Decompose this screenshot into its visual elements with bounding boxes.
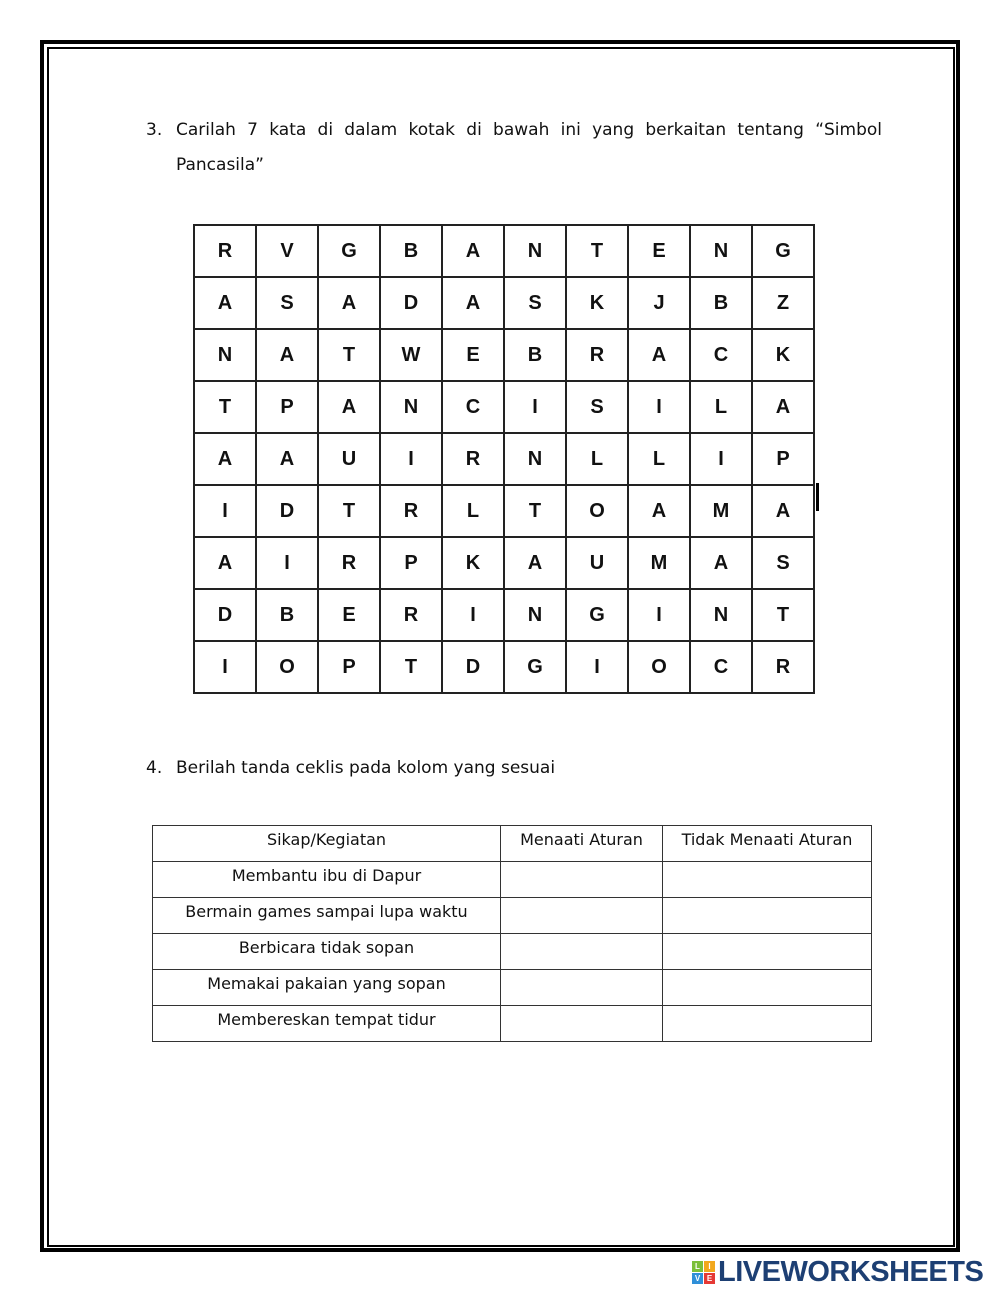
logo-letter: L: [692, 1261, 703, 1272]
grid-cell[interactable]: N: [504, 589, 566, 641]
grid-cell[interactable]: T: [752, 589, 814, 641]
grid-cell[interactable]: E: [442, 329, 504, 381]
grid-cell[interactable]: N: [194, 329, 256, 381]
logo-letter: I: [704, 1261, 715, 1272]
question-number: 4.: [146, 758, 163, 778]
grid-cell[interactable]: M: [690, 485, 752, 537]
grid-cell[interactable]: D: [194, 589, 256, 641]
grid-cell[interactable]: L: [628, 433, 690, 485]
liveworksheets-logo[interactable]: [692, 1256, 983, 1289]
table-header-row: [153, 826, 872, 862]
disobey-check-cell[interactable]: [663, 934, 872, 970]
grid-cell[interactable]: A: [628, 329, 690, 381]
grid-cell[interactable]: I: [628, 381, 690, 433]
logo-icon: [692, 1261, 715, 1284]
grid-cell[interactable]: I: [380, 433, 442, 485]
logo-letter: E: [704, 1273, 715, 1284]
disobey-check-cell[interactable]: [663, 970, 872, 1006]
table-row: [153, 1006, 872, 1042]
grid-cell[interactable]: A: [442, 225, 504, 277]
grid-cell[interactable]: I: [628, 589, 690, 641]
grid-cell[interactable]: O: [256, 641, 318, 693]
grid-cell[interactable]: R: [380, 589, 442, 641]
grid-cell[interactable]: C: [690, 329, 752, 381]
grid-cell[interactable]: A: [256, 329, 318, 381]
activity-label: Membantu ibu di Dapur: [153, 862, 501, 898]
grid-row: [194, 277, 814, 329]
grid-cell[interactable]: O: [566, 485, 628, 537]
question-text-line1: Carilah 7 kata di dalam kotak di bawah ini yang berkaitan tentang “Simbol: [176, 120, 882, 140]
logo-text: LIVEWORKSHEETS: [718, 1256, 984, 1288]
grid-cell[interactable]: I: [442, 589, 504, 641]
grid-cell[interactable]: T: [318, 329, 380, 381]
grid-cell[interactable]: U: [318, 433, 380, 485]
grid-cell[interactable]: T: [566, 225, 628, 277]
grid-cell[interactable]: B: [690, 277, 752, 329]
grid-cell[interactable]: I: [690, 433, 752, 485]
grid-cell[interactable]: D: [380, 277, 442, 329]
text-cursor: [816, 483, 819, 511]
grid-cell[interactable]: A: [318, 381, 380, 433]
grid-cell[interactable]: J: [628, 277, 690, 329]
question-text: Berilah tanda ceklis pada kolom yang sesuai: [176, 758, 556, 778]
grid-cell[interactable]: K: [566, 277, 628, 329]
grid-cell[interactable]: I: [566, 641, 628, 693]
grid-cell[interactable]: A: [752, 485, 814, 537]
header-activity: Sikap/Kegiatan: [153, 826, 501, 862]
grid-cell[interactable]: R: [380, 485, 442, 537]
grid-cell[interactable]: N: [504, 225, 566, 277]
grid-cell[interactable]: A: [504, 537, 566, 589]
grid-cell[interactable]: I: [194, 641, 256, 693]
grid-cell[interactable]: D: [442, 641, 504, 693]
disobey-check-cell[interactable]: [663, 898, 872, 934]
activity-label: Bermain games sampai lupa waktu: [153, 898, 501, 934]
grid-cell[interactable]: A: [752, 381, 814, 433]
obey-check-cell[interactable]: [501, 934, 663, 970]
header-obey: Menaati Aturan: [501, 826, 663, 862]
grid-cell[interactable]: P: [752, 433, 814, 485]
grid-cell[interactable]: I: [504, 381, 566, 433]
disobey-check-cell[interactable]: [663, 862, 872, 898]
grid-cell[interactable]: A: [194, 277, 256, 329]
grid-row: [194, 225, 814, 277]
grid-cell[interactable]: S: [752, 537, 814, 589]
obey-check-cell[interactable]: [501, 898, 663, 934]
grid-cell[interactable]: K: [442, 537, 504, 589]
obey-check-cell[interactable]: [501, 970, 663, 1006]
activity-label: Berbicara tidak sopan: [153, 934, 501, 970]
grid-cell[interactable]: A: [690, 537, 752, 589]
grid-cell[interactable]: S: [256, 277, 318, 329]
grid-cell[interactable]: P: [380, 537, 442, 589]
grid-cell[interactable]: A: [256, 433, 318, 485]
grid-cell[interactable]: N: [690, 589, 752, 641]
grid-cell[interactable]: G: [504, 641, 566, 693]
grid-cell[interactable]: R: [566, 329, 628, 381]
grid-cell[interactable]: C: [442, 381, 504, 433]
grid-cell[interactable]: I: [194, 485, 256, 537]
grid-cell[interactable]: R: [318, 537, 380, 589]
grid-cell[interactable]: L: [690, 381, 752, 433]
grid-row: [194, 589, 814, 641]
grid-cell[interactable]: C: [690, 641, 752, 693]
grid-cell[interactable]: R: [194, 225, 256, 277]
table-row: [153, 898, 872, 934]
grid-cell[interactable]: Z: [752, 277, 814, 329]
grid-cell[interactable]: G: [752, 225, 814, 277]
grid-cell[interactable]: B: [256, 589, 318, 641]
activity-label: Membereskan tempat tidur: [153, 1006, 501, 1042]
grid-cell[interactable]: A: [318, 277, 380, 329]
grid-cell[interactable]: T: [318, 485, 380, 537]
grid-cell[interactable]: L: [442, 485, 504, 537]
grid-cell[interactable]: R: [442, 433, 504, 485]
checklist-table: [152, 825, 872, 1042]
grid-cell[interactable]: A: [628, 485, 690, 537]
grid-cell[interactable]: P: [318, 641, 380, 693]
grid-cell[interactable]: U: [566, 537, 628, 589]
grid-cell[interactable]: N: [690, 225, 752, 277]
grid-cell[interactable]: G: [566, 589, 628, 641]
header-disobey: Tidak Menaati Aturan: [663, 826, 872, 862]
grid-cell[interactable]: W: [380, 329, 442, 381]
grid-row: [194, 641, 814, 693]
disobey-check-cell[interactable]: [663, 1006, 872, 1042]
obey-check-cell[interactable]: [501, 1006, 663, 1042]
grid-cell[interactable]: T: [504, 485, 566, 537]
obey-check-cell[interactable]: [501, 862, 663, 898]
table-row: [153, 934, 872, 970]
grid-cell[interactable]: A: [194, 537, 256, 589]
grid-cell[interactable]: E: [628, 225, 690, 277]
grid-row: [194, 381, 814, 433]
grid-cell[interactable]: B: [504, 329, 566, 381]
grid-cell[interactable]: I: [256, 537, 318, 589]
grid-cell[interactable]: S: [566, 381, 628, 433]
activity-label: Memakai pakaian yang sopan: [153, 970, 501, 1006]
grid-cell[interactable]: K: [752, 329, 814, 381]
grid-cell[interactable]: T: [380, 641, 442, 693]
grid-cell[interactable]: B: [380, 225, 442, 277]
grid-row: [194, 537, 814, 589]
grid-cell[interactable]: N: [380, 381, 442, 433]
grid-row: [194, 433, 814, 485]
grid-cell[interactable]: L: [566, 433, 628, 485]
grid-row: [194, 485, 814, 537]
logo-letter: V: [692, 1273, 703, 1284]
grid-cell[interactable]: G: [318, 225, 380, 277]
grid-cell[interactable]: M: [628, 537, 690, 589]
grid-cell[interactable]: V: [256, 225, 318, 277]
grid-row: [194, 329, 814, 381]
grid-cell[interactable]: R: [752, 641, 814, 693]
grid-cell[interactable]: N: [504, 433, 566, 485]
grid-cell[interactable]: A: [194, 433, 256, 485]
grid-cell[interactable]: S: [504, 277, 566, 329]
word-search-grid[interactable]: [193, 224, 815, 694]
grid-cell[interactable]: A: [442, 277, 504, 329]
question-text-line2: Pancasila”: [176, 155, 264, 175]
grid-cell[interactable]: P: [256, 381, 318, 433]
grid-cell[interactable]: E: [318, 589, 380, 641]
table-row: [153, 970, 872, 1006]
grid-cell[interactable]: O: [628, 641, 690, 693]
question-number: 3.: [146, 120, 163, 140]
grid-cell[interactable]: T: [194, 381, 256, 433]
grid-cell[interactable]: D: [256, 485, 318, 537]
table-row: [153, 862, 872, 898]
